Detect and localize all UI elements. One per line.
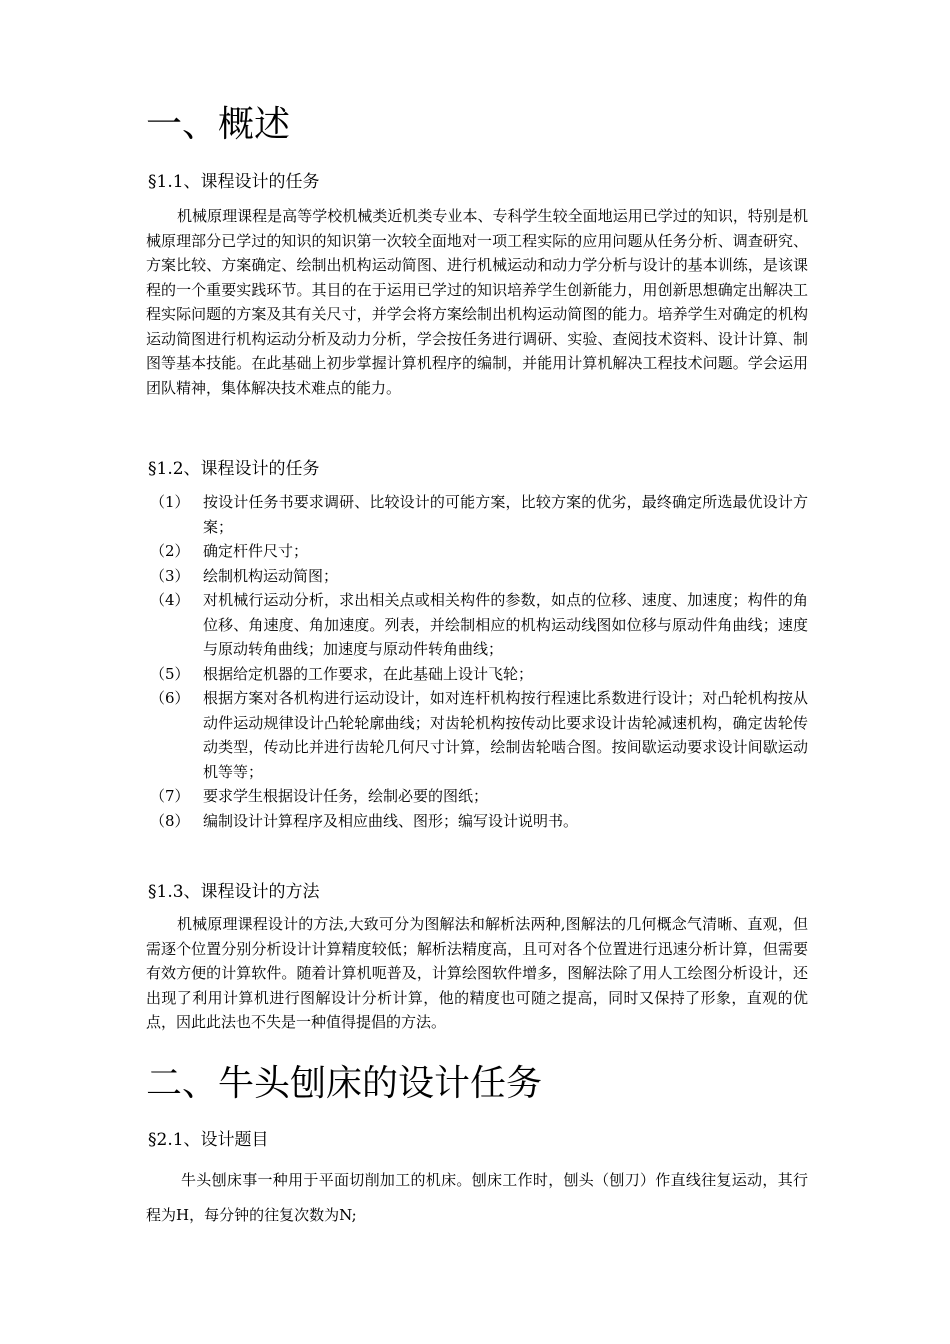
section-1-2-heading: §1.2、课程设计的任务 (148, 459, 320, 479)
section-1-3-heading: §1.3、课程设计的方法 (148, 882, 320, 902)
list-item (146, 564, 808, 589)
list-item-text: 要求学生根据设计任务，绘制必要的图纸； (203, 787, 489, 805)
list-item-number: （6） (150, 689, 190, 707)
list-item-number: （8） (150, 811, 190, 830)
list-item-text: 绘制机构运动简图； (203, 566, 339, 585)
list-item-text: 编制设计计算程序及相应曲线、图形；编写设计说明书。 (203, 811, 579, 830)
list-item-text: 根据给定机器的工作要求，在此基础上设计飞轮； (203, 664, 534, 683)
list-item-text: 对机械行运动分析，求出相关点或相关构件的参数，如点的位移、速度、加速度；构件的角位移、角速度、角加速度。列表，并绘制相应的机构运动线图如位移与原动件角曲线；速度与原动转角曲线；加速度与原动件转角曲线； (203, 591, 808, 658)
list-item-number: （1） (150, 493, 190, 511)
section-2-1-paragraph: 牛头刨床事一种用于平面切削加工的机床。刨床工作时，刨头（刨刀）作直线往复运动，其行程为H，每分钟的往复次数为N; (146, 1171, 808, 1224)
list-item-text: 根据方案对各机构进行运动设计，如对连杆机构按行程速比系数进行设计；对凸轮机构按从动件运动规律设计凸轮轮廓曲线；对齿轮机构按传动比要求设计齿轮减速机构，确定齿轮传动类型，传动比并进行齿轮几何尺寸计算，绘制齿轮啮合图。按间歇运动要求设计间歇运动机等等； (203, 689, 808, 781)
list-item (146, 809, 808, 834)
section-1-1-heading: §1.1、课程设计的任务 (148, 172, 320, 192)
list-item-number: （3） (150, 566, 190, 585)
section-1-3-paragraph: 机械原理课程设计的方法,大致可分为图解法和解析法两种,图解法的几何概念气清晰、直观，但需逐个位置分别分析设计计算精度较低；解析法精度高，且可对各个位置进行迅速分析计算，但需要有效方便的计算软件。随着计算机呃普及，计算绘图软件增多，图解法除了用人工绘图分析设计，还出现了利用计算机进行图解设计分析计算，他的精度也可随之提高，同时又保持了形象，直观的优点，因此此法也不失是一种值得提倡的方法。 (146, 915, 808, 1031)
list-item-number: （2） (150, 542, 190, 560)
section-1-title: 一、概述 (146, 104, 291, 145)
list-item-text: 确定杆件尺寸； (203, 542, 309, 560)
section-2-1-heading: §2.1、设计题目 (148, 1130, 269, 1150)
list-item-number: （4） (150, 591, 190, 609)
list-item-number: （5） (150, 664, 190, 683)
list-item (146, 662, 808, 687)
list-item (146, 784, 808, 809)
list-item (146, 490, 808, 539)
task-list (146, 490, 808, 833)
list-item (146, 588, 808, 662)
list-item (146, 686, 808, 784)
section-2-title: 二、牛头刨床的设计任务 (146, 1063, 543, 1104)
list-item-number: （7） (150, 787, 190, 805)
list-item (146, 539, 808, 564)
section-1-1-paragraph: 机械原理课程是高等学校机械类近机类专业本、专科学生较全面地运用已学过的知识，特别是机械原理部分已学过的知识的知识第一次较全面地对一项工程实际的应用问题从任务分析、调查研究、方案比较、方案确定、绘制出机构运动简图、进行机械运动和动力学分析与设计的基本训练，是该课程的一个重要实践环节。其目的在于运用已学过的知识培养学生创新能力，用创新思想确定出解决工程实际问题的方案及其有关尺寸，并学会将方案绘制出机构运动简图的能力。培养学生对确定的机构运动简图进行机构运动分析及动力分析，学会按任务进行调研、实验、查阅技术资料、设计计算、制图等基本技能。在此基础上初步掌握计算机程序的编制，并能用计算机解决工程技术问题。学会运用团队精神，集体解决技术难点的能力。 (146, 207, 808, 397)
list-item-text: 按设计任务书要求调研、比较设计的可能方案，比较方案的优劣，最终确定所选最优设计方案； (203, 493, 808, 536)
